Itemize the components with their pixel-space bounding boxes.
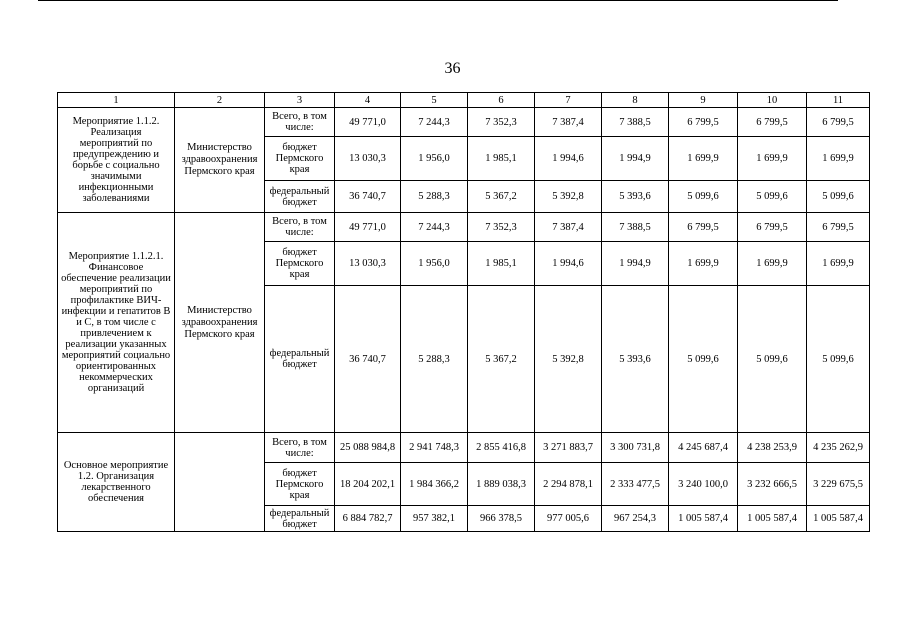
executor: Министерство здравоохранения Пермского края	[175, 108, 265, 213]
value-cell: 3 300 731,8	[602, 433, 669, 463]
value-cell: 7 388,5	[602, 108, 669, 137]
value-cell: 7 352,3	[468, 213, 535, 242]
value-cell: 7 387,4	[535, 108, 602, 137]
funding-source: бюджет Пермского края	[265, 463, 335, 506]
value-cell: 3 232 666,5	[738, 463, 807, 506]
value-cell: 1 889 038,3	[468, 463, 535, 506]
value-cell: 5 367,2	[468, 181, 535, 213]
column-header: 5	[401, 93, 468, 108]
value-cell: 1 699,9	[738, 137, 807, 181]
value-cell: 5 099,6	[738, 181, 807, 213]
page-number: 36	[444, 60, 461, 77]
value-cell: 1 699,9	[669, 242, 738, 286]
funding-source: федеральный бюджет	[265, 506, 335, 532]
activity-name: Мероприятие 1.1.2.1. Финансовое обеспечение реализации мероприятий по профилактике ВИЧ-инфекции и гепатитов В и С, в том числе с привлечением к реализации указанных мероприятий социально ориентированных некоммерческих организаций	[58, 213, 175, 433]
value-cell: 6 799,5	[738, 108, 807, 137]
value-cell: 5 367,2	[468, 286, 535, 433]
value-cell: 1 994,9	[602, 242, 669, 286]
value-cell: 18 204 202,1	[335, 463, 401, 506]
activity-name: Мероприятие 1.1.2. Реализация мероприятий по предупреждению и борьбе с социально значимыми инфекционными заболеваниями	[58, 108, 175, 213]
table-row	[58, 433, 870, 463]
top-edge-line	[38, 0, 838, 1]
value-cell: 2 941 748,3	[401, 433, 468, 463]
value-cell: 7 388,5	[602, 213, 669, 242]
value-cell: 4 238 253,9	[738, 433, 807, 463]
value-cell: 6 799,5	[669, 213, 738, 242]
value-cell: 6 799,5	[807, 108, 870, 137]
column-header: 4	[335, 93, 401, 108]
value-cell: 49 771,0	[335, 108, 401, 137]
table-row	[58, 108, 870, 137]
value-cell: 3 229 675,5	[807, 463, 870, 506]
value-cell: 1 699,9	[669, 137, 738, 181]
value-cell: 5 099,6	[738, 286, 807, 433]
value-cell: 1 994,6	[535, 242, 602, 286]
value-cell: 5 288,3	[401, 286, 468, 433]
column-header: 7	[535, 93, 602, 108]
value-cell: 1 985,1	[468, 242, 535, 286]
activity-name: Основное мероприятие 1.2. Организация лекарственного обеспечения	[58, 433, 175, 532]
value-cell: 36 740,7	[335, 286, 401, 433]
value-cell: 1 985,1	[468, 137, 535, 181]
value-cell: 7 352,3	[468, 108, 535, 137]
funding-source: Всего, в том числе:	[265, 433, 335, 463]
value-cell: 13 030,3	[335, 242, 401, 286]
value-cell: 1 005 587,4	[669, 506, 738, 532]
value-cell: 5 393,6	[602, 181, 669, 213]
value-cell: 1 005 587,4	[807, 506, 870, 532]
column-header: 10	[738, 93, 807, 108]
value-cell: 2 333 477,5	[602, 463, 669, 506]
column-header: 6	[468, 93, 535, 108]
value-cell: 966 378,5	[468, 506, 535, 532]
value-cell: 1 005 587,4	[738, 506, 807, 532]
executor: Министерство здравоохранения Пермского края	[175, 213, 265, 433]
value-cell: 1 984 366,2	[401, 463, 468, 506]
value-cell: 1 994,9	[602, 137, 669, 181]
value-cell: 1 956,0	[401, 137, 468, 181]
column-header: 2	[175, 93, 265, 108]
table-row	[58, 213, 870, 242]
funding-source: бюджет Пермского края	[265, 137, 335, 181]
budget-table	[57, 92, 870, 532]
value-cell: 1 699,9	[807, 137, 870, 181]
value-cell: 5 099,6	[807, 181, 870, 213]
executor	[175, 433, 265, 532]
value-cell: 6 884 782,7	[335, 506, 401, 532]
value-cell: 5 099,6	[669, 181, 738, 213]
value-cell: 1 956,0	[401, 242, 468, 286]
value-cell: 1 994,6	[535, 137, 602, 181]
column-header: 9	[669, 93, 738, 108]
value-cell: 36 740,7	[335, 181, 401, 213]
column-header: 3	[265, 93, 335, 108]
column-header: 1	[58, 93, 175, 108]
value-cell: 967 254,3	[602, 506, 669, 532]
value-cell: 6 799,5	[669, 108, 738, 137]
value-cell: 5 392,8	[535, 286, 602, 433]
value-cell: 1 699,9	[738, 242, 807, 286]
table-header-row	[58, 93, 870, 108]
value-cell: 5 392,8	[535, 181, 602, 213]
funding-source: Всего, в том числе:	[265, 213, 335, 242]
funding-source: федеральный бюджет	[265, 181, 335, 213]
value-cell: 13 030,3	[335, 137, 401, 181]
funding-source: федеральный бюджет	[265, 286, 335, 433]
value-cell: 5 099,6	[807, 286, 870, 433]
value-cell: 1 699,9	[807, 242, 870, 286]
value-cell: 6 799,5	[738, 213, 807, 242]
value-cell: 25 088 984,8	[335, 433, 401, 463]
funding-source: Всего, в том числе:	[265, 108, 335, 137]
value-cell: 5 393,6	[602, 286, 669, 433]
value-cell: 7 244,3	[401, 108, 468, 137]
value-cell: 3 240 100,0	[669, 463, 738, 506]
value-cell: 49 771,0	[335, 213, 401, 242]
funding-source: бюджет Пермского края	[265, 242, 335, 286]
value-cell: 5 288,3	[401, 181, 468, 213]
value-cell: 957 382,1	[401, 506, 468, 532]
value-cell: 7 244,3	[401, 213, 468, 242]
value-cell: 6 799,5	[807, 213, 870, 242]
value-cell: 7 387,4	[535, 213, 602, 242]
value-cell: 4 235 262,9	[807, 433, 870, 463]
column-header: 11	[807, 93, 870, 108]
value-cell: 4 245 687,4	[669, 433, 738, 463]
value-cell: 2 294 878,1	[535, 463, 602, 506]
value-cell: 977 005,6	[535, 506, 602, 532]
value-cell: 2 855 416,8	[468, 433, 535, 463]
value-cell: 3 271 883,7	[535, 433, 602, 463]
column-header: 8	[602, 93, 669, 108]
value-cell: 5 099,6	[669, 286, 738, 433]
